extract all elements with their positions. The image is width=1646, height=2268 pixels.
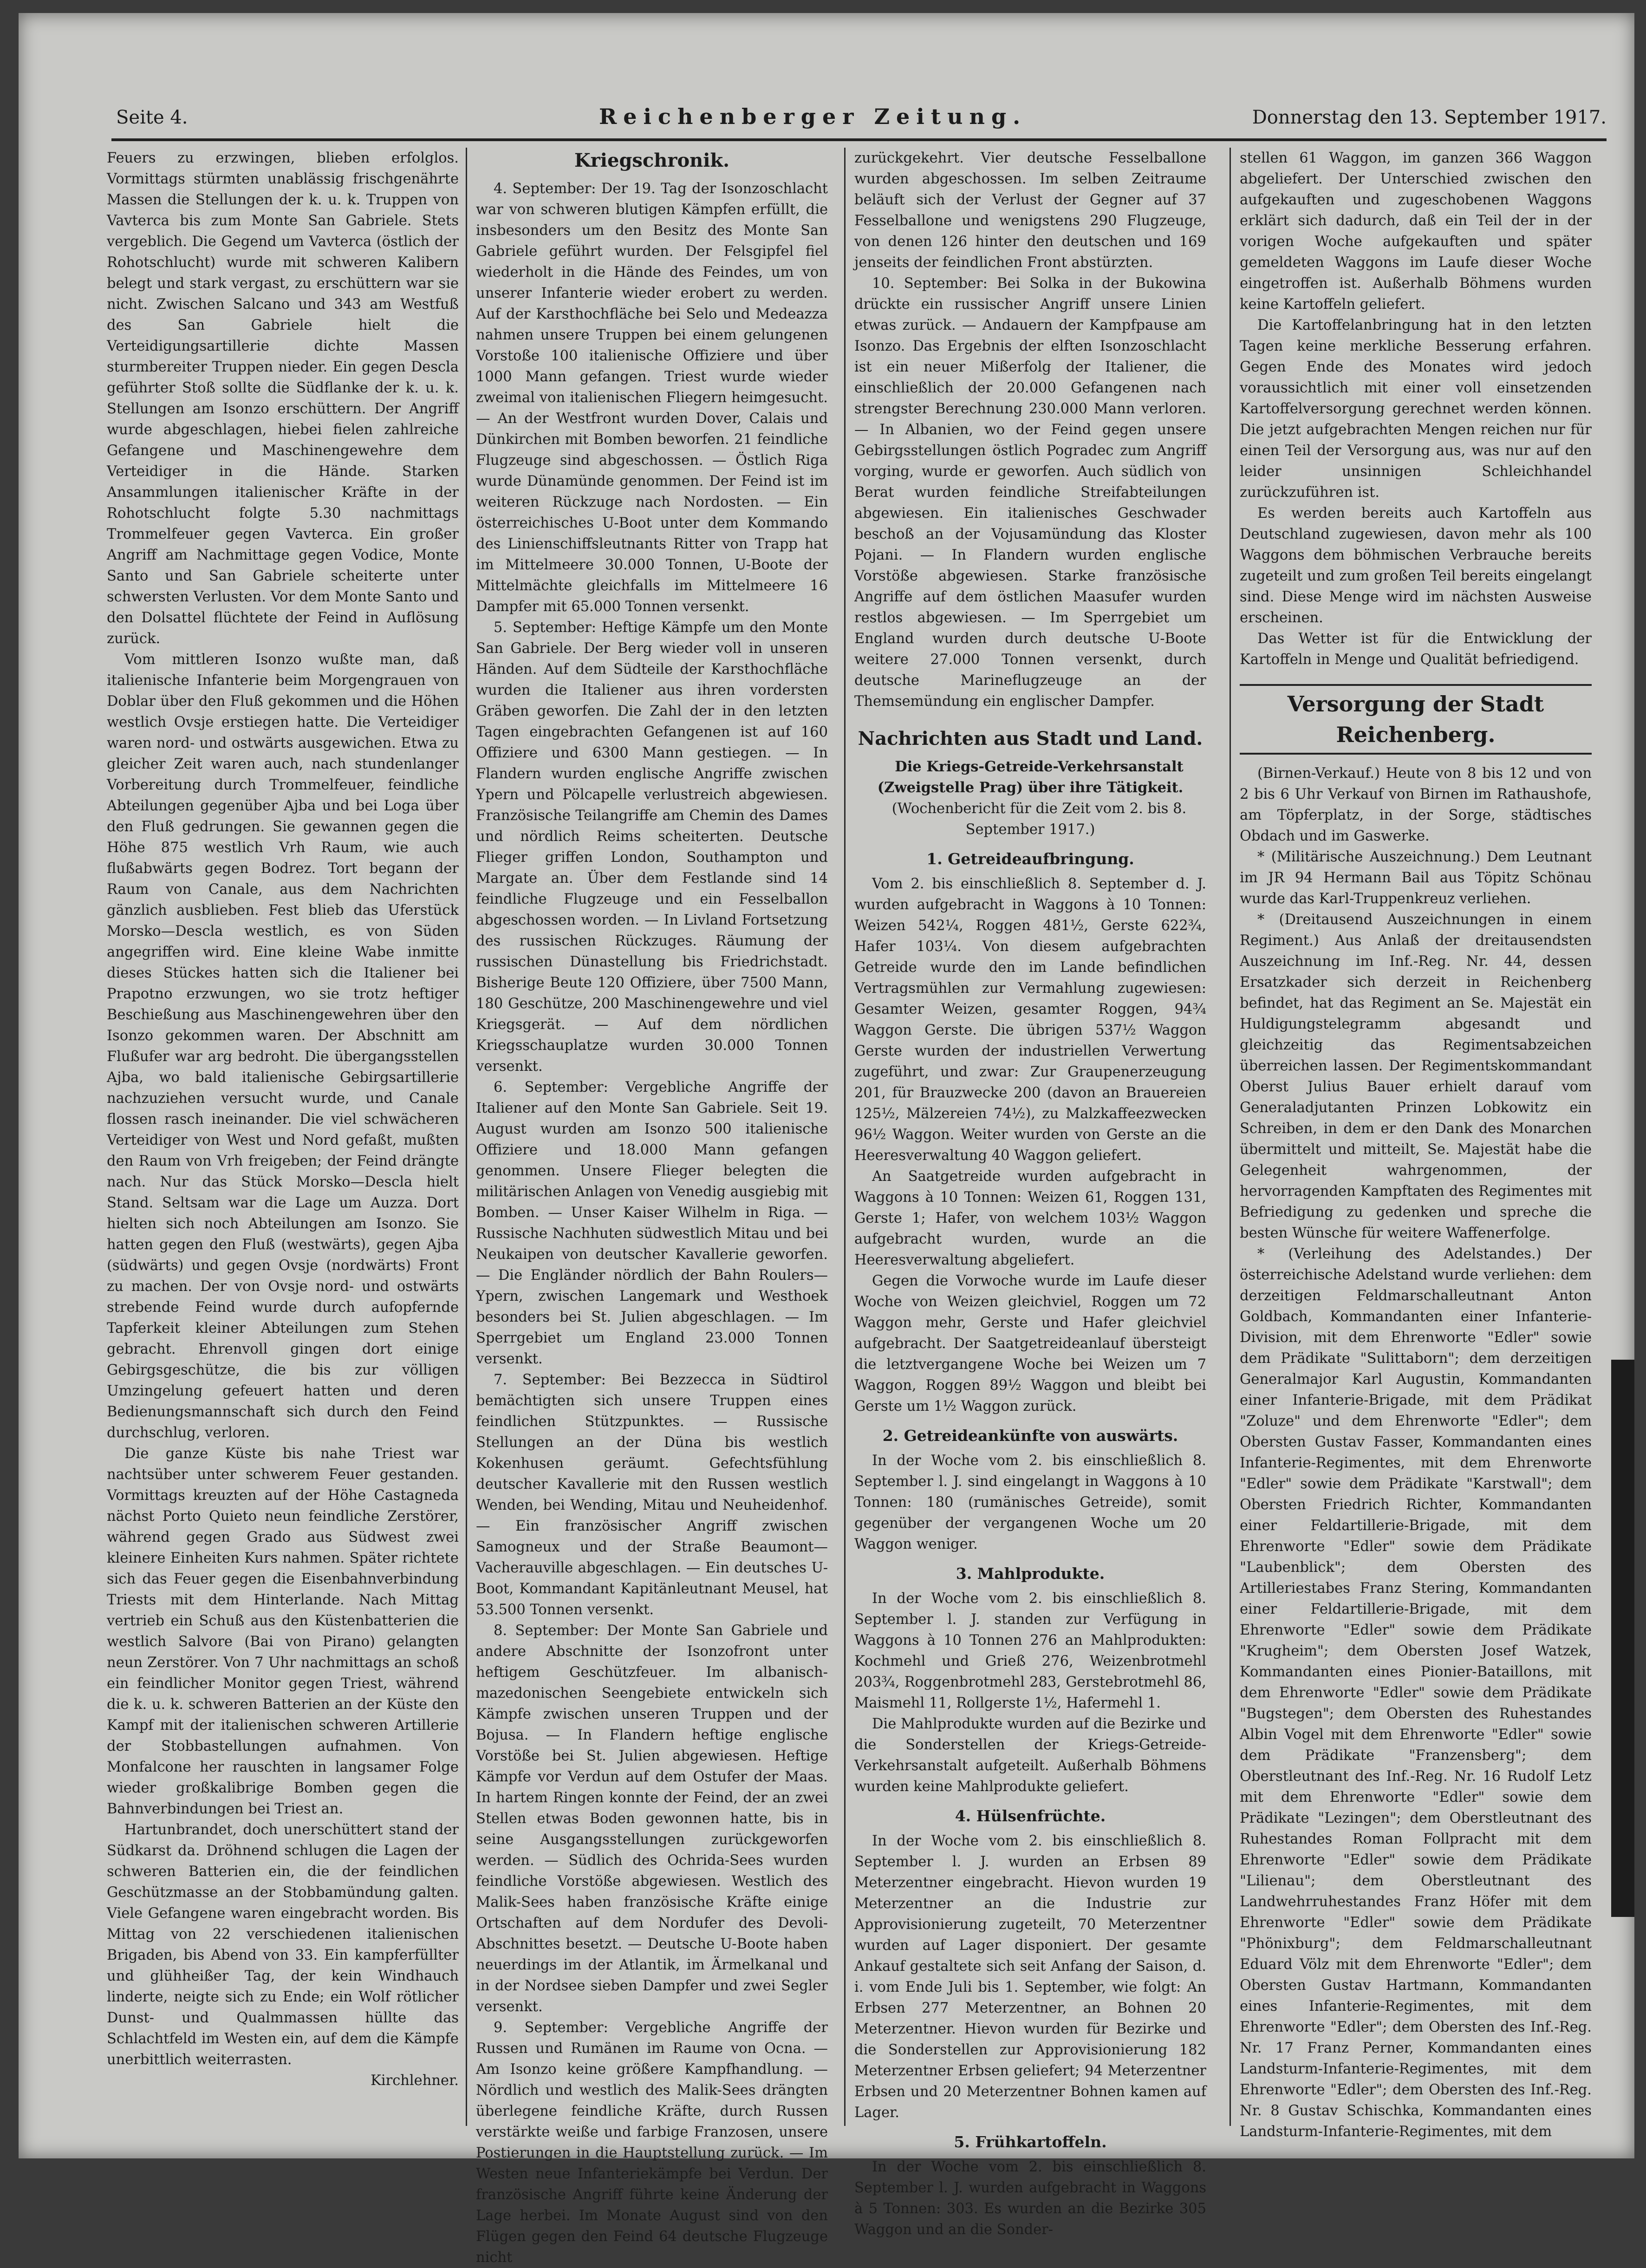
author-signature: Kirchlehner. — [371, 2072, 459, 2089]
news-item: * (Militärische Auszeichnung.) Dem Leutnant im JR 94 Hermann Bail aus Töpitz Schönau wurde das Karl-Truppenkreuz verliehen. — [1240, 849, 1592, 907]
column-3 — [854, 148, 1206, 2238]
chronicle-entry: zurückgekehrt. Vier deutsche Fesselballone wurden abgeschossen. Im selben Zeitraume beläuft sich der Verlust der Gegner auf 37 Fesselballone und wenigstens 290 Flugzeuge, von denen 126 hinter den deutschen und 169 jenseits der feindlichen Front abstürzten. — [854, 150, 1206, 271]
column-1 — [107, 148, 459, 2126]
subsection-heading: 1. Getreideaufbringung. — [926, 850, 1134, 868]
issue-date: Donnerstag den 13. September 1917. — [1252, 107, 1607, 128]
report-paragraph: stellen 61 Waggon, im ganzen 366 Waggon abgeliefert. Der Unterschied zwischen den aufgekauften und zugeschobenen Waggons erklärt sich dadurch, daß ein Teil der in der vorigen Woche aufgekauften und später gemeldeten Waggons im Laufe dieser Woche eingetroffen ist. Außerhalb Böhmens wurden keine Kartoffeln geliefert. — [1240, 150, 1592, 313]
report-paragraph: Die Mahlprodukte wurden auf die Bezirke und die Sonderstellen der Kriegs-Getreide-Verkehrsanstalt aufgeteilt. Außerhalb Böhmens wurden keine Mahlprodukte geliefert. — [854, 1716, 1206, 1795]
article-paragraph: Feuers zu erzwingen, blieben erfolglos. Vormittags stürmten unablässig frischgenährte Massen die Stellungen der k. u. k. Truppen von Vavterca bis zum Monte San Gabriele. Stets vergeblich. Die Gegend um Vavterca (östlich der Rohotschlucht) wurde mit schweren Kalibern belegt und stark vergast, zu erschüttern war sie nicht. Zwischen Salcano und 343 am Westfuß des San Gabriele hielt die Verteidigungsartillerie dichte Massen sturmbereiter Truppen nieder. Ein gegen Descla geführter Stoß sollte die Südflanke der k. u. k. Stellungen am Isonzo erschüttern. Der Angriff wurde abgeschlagen, hiebei fielen zahlreiche Gefangene und Maschinengewehre dem Verteidiger in die Hände. Starken Ansammlungen italienischer Kräfte in der Rohotschlucht folgte 5.30 nachmittags Trommelfeuer gegen Vavterca. Ein großer Angriff am Nachmittage gegen Vodice, Monte Santo und San Gabriele scheiterte unter schwersten Verlusten. Vor dem Monte Santo und den Dolsattel flüchtete der Feind in Auflösung zurück. — [107, 150, 459, 647]
news-item: * (Verleihung des Adelstandes.) Der österreichische Adelstand wurde verliehen: dem derzeitigen Feldmarschalleutnant Anton Goldbach, Kommandanten einer Infanterie-Division, mit dem Ehrenworte "Edler" sowie dem Prädikate "Sulittaborn"; dem derzeitigen Generalmajor Karl Augustin, Kommandanten einer Infanterie-Brigade, mit dem Prädikat "Zoluze" und dem Ehrenworte "Edler"; dem Obersten Gustav Fasser, Kommandanten eines Infanterie-Regimentes, mit dem Ehrenworte "Edler" sowie dem Prädikate "Karstwall"; dem Obersten Friedrich Richter, Kommandanten einer Feldartillerie-Brigade, mit dem Ehrenworte "Edler" sowie dem Prädikate "Laubenblick"; dem Obersten des Artilleriestabes Franz Stering, Kommandanten einer Feldartillerie-Brigade, mit dem Ehrenworte "Edler" sowie dem Prädikate "Krugheim"; dem Obersten Josef Watzek, Kommandanten eines Pionier-Bataillons, mit dem Ehrenworte "Edler" sowie dem Prädikate "Bugstegen"; dem Obersten des Ruhestandes Albin Vogel mit dem Ehrenworte "Edler" sowie dem Prädikate "Franzensberg"; dem Oberstleutnant des Inf.-Reg. Nr. 16 Rudolf Letz mit dem Ehrenworte "Edler" sowie dem Prädikate "Lezingen"; dem Oberstleutnant des Ruhestandes Roman Follpracht mit dem Ehrenworte "Edler" sowie dem Prädikate "Lilienau"; dem Oberstleutnant des Landwehrruhestandes Franz Höfer mit dem Ehrenworte "Edler" sowie dem Prädikate "Phönixburg"; dem Feldmarschalleutnant Eduard Völz mit dem Ehrenworte "Edler"; dem Obersten Gustav Hartmann, Kommandanten eines Infanterie-Regimentes, mit dem Ehrenworte "Edler"; dem Obersten des Inf.-Reg. Nr. 17 Franz Perner, Kommandanten eines Landsturm-Infanterie-Regimentes, mit dem Ehrenworte "Edler"; dem Obersten des Inf.-Reg. Nr. 8 Gustav Schischka, Kommandanten eines Landsturm-Infanterie-Regimentes, mit dem — [1240, 1246, 1592, 2140]
report-paragraph: Vom 2. bis einschließlich 8. September d. J. wurden aufgebracht in Waggons à 10 Tonnen: Weizen 542¼, Roggen 481½, Gerste 622¾, Hafer 103¼. Von diesem aufgebrachten Getreide wurde den im Lande befindlichen Vertragsmühlen zur Vermahlung zugewiesen: Gesamter Weizen, gesamter Roggen, 94¾ Waggon Gerste. Die übrigen 537½ Waggon Gerste wurden der industriellen Verwertung zugeführt, und zwar: Zur Graupenerzeugung 201, für Brauzwecke 200 (davon an Brauereien 125½, Mälzereien 74½), zu Malzkaffeezwecken 96½ Waggon. Weiter wurden von Gerste an die Heeresverwaltung 40 Waggon geliefert. — [854, 876, 1206, 1164]
section-heading-versorgung: Versorgung der Stadt Reichenberg. — [1240, 684, 1592, 755]
chronicle-entry: 8. September: Der Monte San Gabriele und andere Abschnitte der Isonzofront unter heftigem Geschützfeuer. Im albanisch-mazedonischen Seengebiete entwickeln sich Kämpfe zwischen unseren Truppen und der Bojusa. — In Flandern heftige englische Vorstöße bei St. Julien abgewiesen. Heftige Kämpfe vor Verdun auf dem Ostufer der Maas. In hartem Ringen konnte der Feind, der an zwei Stellen etwas Boden gewonnen hatte, bis in seine Ausgangsstellungen zurückgeworfen werden. — Südlich des Ochrida-Sees wurden feindliche Vorstöße abgewiesen. Westlich des Malik-Sees haben französische Kräfte einige Ortschaften auf dem Nordufer des Devoli-Abschnittes besetzt. — Deutsche U-Boote haben neuerdings im der Atlantik, im Ärmelkanal und in der Nordsee sieben Dampfer und zwei Segler versenkt. — [476, 1623, 828, 2015]
chronicle-entry: 10. September: Bei Solka in der Bukowina drückte ein russischer Angriff unsere Linien etwas zurück. — Andauern der Kampfpause am Isonzo. Das Ergebnis der elften Isonzoschlacht ist ein neuer Mißerfolg der Italiener, die einschließlich der 20.000 Gefangenen nach strengster Berechnung 230.000 Mann verloren. — In Albanien, wo der Feind gegen unsere Gebirgsstellungen östlich Pogradec zum Angriff vorging, wurde er geworfen. Auch südlich von Berat wurden feindliche Streifabteilungen abgewiesen. Ein italienisches Geschwader beschoß an der Vojusamündung das Kloster Pojani. — In Flandern wurden englische Vorstöße abgewiesen. Starke französische Angriffe auf dem östlichen Maasufer wurden restlos abgewiesen. — Im Sperrgebiet um England wurden durch deutsche U-Boote weitere 27.000 Tonnen versenkt, durch deutsche Marineflugzeuge an der Themsemündung ein englischer Dampfer. — [854, 275, 1206, 710]
header-rule — [111, 138, 1607, 141]
report-paragraph: In der Woche vom 2. bis einschließlich 8. September l. J. wurden an Erbsen 89 Meterzentner eingebracht. Hievon wurden 19 Meterzentner an die Industrie zur Approvisionierung zugeteilt, 70 Meterzentner wurden auf Lager disponiert. Der gesamte Ankauf gestaltete sich seit Anfang der Saison, d. i. vom Ende Juli bis 1. September, wie folgt: An Erbsen 277 Meterzentner, an Bohnen 20 Meterzentner. Hievon wurden für Bezirke und die Sonderstellen zur Approvisionierung 182 Meterzentner Erbsen geliefert; 94 Meterzentner Erbsen und 20 Meterzentner Bohnen kamen auf Lager. — [854, 1833, 1206, 2121]
column-divider — [1230, 148, 1231, 2126]
column-4 — [1240, 148, 1592, 2140]
adjacent-page-edge — [1611, 1360, 1634, 1917]
report-paragraph: In der Woche vom 2. bis einschließlich 8. September l. J. wurden aufgebracht in Waggons à 5 Tonnen: 303. Es wurden an die Bezirke 305 Waggon und an die Sonder- — [854, 2159, 1206, 2238]
subsection-heading: 4. Hülsenfrüchte. — [955, 1807, 1106, 1825]
report-paragraph: In der Woche vom 2. bis einschließlich 8. September l. J. standen zur Verfügung in Waggons à 10 Tonnen 276 an Mahlprodukten: Kochmehl und Grieß 276, Weizenbrotmehl 203¾, Roggenbrotmehl 283, Gerstebrotmehl 86, Maismehl 11, Rollgerste 1½, Hafermehl 1. — [854, 1590, 1206, 1711]
section-heading-stadt-und-land: Nachrichten aus Stadt und Land. — [858, 728, 1203, 749]
chronicle-entry: 6. September: Vergebliche Angriffe der Italiener auf den Monte San Gabriele. Seit 19. August wurden am Isonzo 500 italienische Offiziere und 18.000 Mann gefangen genommen. Unsere Flieger belegten die militärischen Anlagen von Venedig ausgiebig mit Bomben. — Unser Kaiser Wilhelm in Riga. — Russische Nachhuten südwestlich Mitau und bei Neukaipen von deutscher Kavallerie geworfen. — Die Engländer nördlich der Bahn Roulers—Ypern, zwischen Langemark und Westhoek besonders bei St. Julien abgeschlagen. — Im Sperrgebiet um England 23.000 Tonnen versenkt. — [476, 1079, 828, 1367]
page-number: Seite 4. — [116, 107, 188, 128]
news-item: (Birnen-Verkauf.) Heute von 8 bis 12 und von 2 bis 6 Uhr Verkauf von Birnen im Rathaushofe, am Töpferplatz, in der Sorge, städtisches Obdach und im Gaswerke. — [1240, 765, 1592, 844]
subsection-heading: 5. Frühkartoffeln. — [954, 2133, 1107, 2151]
section-heading-kriegschronik: Kriegschronik. — [574, 150, 730, 171]
report-subtitle: (Wochenbericht für die Zeit vom 2. bis 8. September 1917.) — [891, 801, 1187, 838]
newspaper-page — [19, 13, 1634, 2266]
report-paragraph: Das Wetter ist für die Entwicklung der Kartoffeln in Menge und Qualität befriedigend. — [1240, 631, 1592, 668]
report-paragraph: Gegen die Vorwoche wurde im Laufe dieser Woche von Weizen gleichviel, Roggen um 72 Waggon mehr, Gerste und Hafer gleichviel aufgebracht. Der Saatgetreideanlauf übersteigt die letztvergangene Woche bei Weizen um 7 Waggon, Roggen 89½ Waggon und bleibt bei Gerste um 1½ Waggon zurück. — [854, 1273, 1206, 1414]
column-divider — [844, 148, 846, 2126]
report-title: Die Kriegs-Getreide-Verkehrsanstalt (Zweigstelle Prag) über ihre Tätigkeit. — [877, 758, 1184, 796]
article-paragraph: Vom mittleren Isonzo wußte man, daß italienische Infanterie beim Morgengrauen von Doblar über den Fluß gekommen und die Höhen westlich Ovsje erstiegen hatte. Die Verteidiger waren nord- und ostwärts ausgewichen. Etwa zu gleicher Zeit waren auch, nach stundenlanger Vorbereitung durch Trommelfeuer, feindliche Abteilungen gegenüber Ajba und bei Loga über den Fluß gedrungen. Sie gewannen gegen die Höhe 875 westlich Vrh Raum, wie auch flußabwärts gegen Bodrez. Tort begann der Raum von Canale, aus dem Nachrichten gänzlich ausblieben. Fest blieb das Uferstück Morsko—Descla westlich, es von Süden angegriffen wird. Eine kleine Wabe inmitte dieses Stückes hatten sich die Italiener bei Prapotno erzwungen, wo sie trotz heftiger Beschießung aus Maschinengewehren über den Isonzo gekommen waren. Der Abschnitt am Flußufer war arg bedroht. Die übergangsstellen Ajba, wo bald italienische Gebirgsartillerie nachzuziehen versucht wurde, und Canale flossen rasch ineinander. Die viel schwächeren Verteidiger von West und Nord gefaßt, mußten den Raum von Vrh freigeben; der Feind drängte nach. Nur das Stück Morsko—Descla hielt Stand. Seltsam war die Lage um Auzza. Dort hielten sich noch Abteilungen am Isonzo. Sie hatten gegen den Fluß (westwärts), gegen Ajba (südwärts) und gegen Ovsje (nordwärts) Front zu machen. Der von Ovsje nord- und ostwärts strebende Feind wurde durch aufopfernde Tapferkeit kleiner Abteilungen zum Stehen gebracht. Ehrenvoll gingen dort einige Gebirgsgeschütze, die bis zur völligen Umzingelung gefeuert hatten und deren Bedienungsmannschaft sich durch den Feind durchschlug, verloren. — [107, 652, 459, 1441]
news-item: * (Dreitausend Auszeichnungen in einem Regiment.) Aus Anlaß der dreitausendsten Auszeichnung im Inf.-Reg. Nr. 44, dessen Ersatzkader sich derzeit in Reichenberg befindet, hat das Regiment an Se. Majestät ein Huldigungstelegramm abgesandt und gleichzeitig das Regimentsabzeichen überreichen lassen. Der Regimentskommandant Oberst Julius Bauer erhielt darauf vom Generaladjutanten Prinzen Lobkowitz ein Schreiben, in dem er den Dank des Monarchen übermittelt und mitteilt, Se. Majestät habe die Gelegenheit wahrgenommen, der hervorragenden Kampftaten des Regimentes mit Befriedigung zu gedenken und spreche die besten Wünsche für weitere Waffenerfolge. — [1240, 912, 1592, 1241]
report-paragraph: An Saatgetreide wurden aufgebracht in Waggons à 10 Tonnen: Weizen 61, Roggen 131, Gerste 1; Hafer, von welchem 103½ Waggon aufgebracht wurden, wurde an die Heeresverwaltung abgeliefert. — [854, 1168, 1206, 1268]
subsection-heading: 2. Getreideankünfte von auswärts. — [882, 1427, 1178, 1445]
article-paragraph: Die ganze Küste bis nahe Triest war nachtsüber unter schwerem Feuer gestanden. Vormittags kreuzten auf der Höhe Castagneda nächst Porto Quieto neun feindliche Zerstörer, während gegen Grado aus Südwest zwei kleinere Einheiten Kurs nahmen. Später richtete sich das Feuer gegen die Eisenbahnverbindung Triests mit dem Hinterlande. Nach Mittag vertrieb ein Schuß aus den Küstenbatterien die westlich Salvore (Bai von Pirano) gelangten neun Zerstörer. Von 7 Uhr nachmittags an schoß ein feindlicher Monitor gegen Triest, während die k. u. k. schweren Batterien an der Küste den Kampf mit der italienischen schweren Artillerie der Stobbastellungen aufnahmen. Von Monfalcone her rauschten in langsamer Folge wieder großkalibrige Bomben gegen die Bahnverbindungen bei Triest an. — [107, 1446, 459, 1817]
chronicle-entry: 7. September: Bei Bezzecca in Südtirol bemächtigten sich unsere Truppen eines feindlichen Stützpunktes. — Russische Stellungen an der Düna bis westlich Kokenhusen geräumt. Gefechtsfühlung deutscher Kavallerie mit den Russen westlich Wenden, bei Wending, Mitau und Neuheidenhof. — Ein französischer Angriff zwischen Samogneux und der Straße Beaumont—Vacherauville abgeschlagen. — Ein deutsches U-Boot, Kommandant Kapitänleutnant Meusel, hat 53.500 Tonnen versenkt. — [476, 1372, 828, 1618]
chronicle-entry: 5. September: Heftige Kämpfe um den Monte San Gabriele. Der Berg wieder voll in unseren Händen. Auf dem Südteile der Karsthochfläche wurden die Italiener aus ihren vordersten Gräben geworfen. Die Zahl der in den letzten Tagen eingebrachten Gefangenen ist auf 160 Offiziere und 6300 Mann gestiegen. — In Flandern wurden englische Angriffe zwischen Ypern und Pölcapelle verlustreich abgewiesen. Französische Teilangriffe am Chemin des Dames und nördlich Reims scheiterten. Deutsche Flieger griffen London, Southampton und Margate an. Über dem Festlande sind 14 feindliche Flugzeuge und ein Fesselballon abgeschossen worden. — In Livland Fortsetzung des russischen Rückzuges. Räumung der russischen Dünastellung bis Friedrichstadt. Bisherige Beute 120 Offiziere, über 7500 Mann, 180 Geschütze, 200 Maschinengewehre und viel Kriegsgerät. — Auf dem nördlichen Kriegsschauplatze wurden 30.000 Tonnen versenkt. — [476, 619, 828, 1075]
newspaper-title: Reichenberger Zeitung. — [599, 104, 1027, 129]
report-paragraph: In der Woche vom 2. bis einschließlich 8. September l. J. sind eingelangt in Waggons à 10 Tonnen: 180 (rumänisches Getreide), somit gegenüber der vergangenen Woche um 20 Waggon weniger. — [854, 1453, 1206, 1552]
chronicle-entry: 9. September: Vergebliche Angriffe der Russen und Rumänen im Raume von Ocna. — Am Isonzo keine größere Kampfhandlung. — Nördlich und westlich des Malik-Sees drängten überlegene feindliche Kräfte, durch Russen verstärkte weiße und farbige Franzosen, unsere Postierungen in die Hauptstellung zurück. — Im Westen neue Infanteriekämpfe bei Verdun. Der französische Angriff führte keine Änderung der Lage herbei. Im Monate August sind von den Flügen gegen den Feind 64 deutsche Flugzeuge nicht — [476, 2020, 828, 2266]
column-divider — [466, 148, 467, 2126]
chronicle-entry: 4. September: Der 19. Tag der Isonzoschlacht war von schweren blutigen Kämpfen erfüllt, die insbesonders um den Besitz des Monte San Gabriele geführt wurden. Der Felsgipfel fiel wiederholt in die Hände des Feindes, um von unserer Infanterie wieder erobert zu werden. Auf der Karsthochfläche bei Selo und Medeazza nahmen unsere Truppen bei einem gelungenen Vorstoße 100 italienische Offiziere und über 1000 Mann gefangen. Triest wurde wieder zweimal von italienischen Fliegern heimgesucht. — An der Westfront wurden Dover, Calais und Dünkirchen mit Bomben beworfen. 21 feindliche Flugzeuge sind abgeschossen. — Östlich Riga wurde Dünamünde genommen. Der Feind ist im weiteren Rückzuge nach Nordosten. — Ein österreichisches U-Boot unter dem Kommando des Linienschiffsleutnants Ritter von Trapp hat im Mittelmeere 30.000 Tonnen, U-Boote der Mittelmächte gleichfalls im Mittelmeere 16 Dampfer mit 65.000 Tonnen versenkt. — [476, 181, 828, 615]
page-header — [116, 101, 1607, 134]
subsection-heading: 3. Mahlprodukte. — [956, 1564, 1105, 1583]
report-paragraph: Es werden bereits auch Kartoffeln aus Deutschland zugewiesen, davon mehr als 100 Waggons dem böhmischen Verbrauche bereits zugeteilt und zum großen Teil bereits eingelangt sind. Diese Menge wird im nächsten Ausweise erscheinen. — [1240, 505, 1592, 626]
report-paragraph: Die Kartoffelanbringung hat in den letzten Tagen keine merkliche Besserung erfahren. Gegen Ende des Monates wird jedoch voraussichtlich mit einer voll einsetzenden Kartoffelversorgung gerechnet werden können. Die jetzt aufgebrachten Mengen reichen nur für einen Teil der Versorgung aus, was nur auf den leider unsinnigen Schleichhandel zurückzuführen ist. — [1240, 317, 1592, 501]
column-2 — [476, 148, 828, 2266]
article-paragraph: Hartunbrandet, doch unerschüttert stand der Südkarst da. Dröhnend schlugen die Lagen der schweren Batterien ein, die der feindlichen Geschützmasse an der Stobbamündung galten. Viele Gefangene waren eingebracht worden. Bis Mittag von 22 verschiedenen italienischen Brigaden, bis Abend von 33. Ein kampferfüllter und glühheißer Tag, der kein Windhauch linderte, neigte sich zu Ende; ein Wolf rötlicher Dunst- und Qualmmassen hüllte das Schlachtfeld im Westen ein, auf dem die Kämpfe unerbittlich weiterrasten. — [107, 1822, 459, 2068]
